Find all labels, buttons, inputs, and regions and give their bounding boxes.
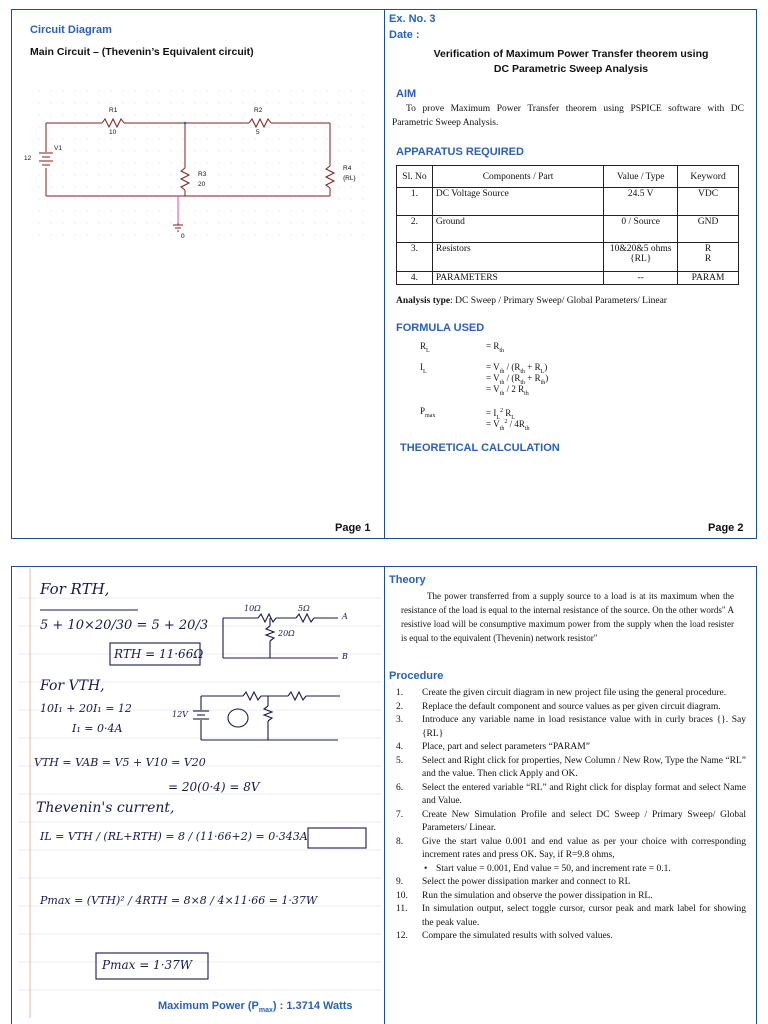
page-title	[389, 47, 753, 77]
formula-il-expr2: = $V_{th} / (R_{th} + R_{th})$	[486, 373, 549, 386]
handwritten-notes	[18, 568, 382, 1018]
table-cell: 24.5 V	[604, 188, 678, 216]
table-header-cell: Components / Part	[432, 166, 603, 188]
hw-for-vth: For VTH,	[40, 678, 105, 694]
ground-label: 0	[181, 233, 185, 240]
table-cell: Resistors	[432, 243, 603, 272]
procedure-step: 3. Introduce any variable name in load resistance value with in curly braces {}. Say {RL}	[396, 715, 746, 739]
hw-eq1: 10I₁ + 20I₁ = 12	[40, 702, 132, 715]
analysis-type-value: : DC Sweep / Primary Sweep/ Global Parameters/ Linear	[450, 296, 667, 306]
procedure-sub-bullet-text: Start value = 0.001, End value = 50, and increment rate = 0.1.	[436, 863, 671, 874]
page-title-line1: Verification of Maximum Power Transfer theorem using	[433, 48, 709, 60]
hw-rth-calc: 5 + 10×20/30 = 5 + 20/3	[40, 618, 209, 633]
procedure-step: 1. Create the given circuit diagram in new project file using the general procedure.	[396, 688, 727, 698]
analysis-type-label: Analysis type	[396, 296, 451, 306]
formula-pmax-expr2: = $V_{th}^2 / 4R_{th}$	[486, 419, 530, 432]
aim-heading: AIM	[396, 88, 417, 100]
aim-text: To prove Maximum Power Transfer theorem using PSPICE software with DC Parametric Sweep Analysis.	[392, 104, 744, 128]
formula-block	[420, 340, 620, 430]
hw-rth-result: RTH = 11·66Ω	[114, 647, 204, 661]
r2-value: 5	[256, 129, 260, 136]
max-power-prefix: Maximum Power (P	[158, 1000, 259, 1012]
circuit-diagram-heading: Circuit Diagram	[30, 24, 112, 36]
procedure-step-text: Introduce any variable name in load resistance value with in curly braces {}. Say {RL}	[422, 715, 746, 739]
page-1-label: Page 1	[335, 522, 371, 534]
table-cell: PARAMETERS	[432, 272, 603, 285]
procedure-sub-bullet: • Start value = 0.001, End value = 50, and increment rate = 0.1.	[424, 863, 671, 874]
table-cell: --	[604, 272, 678, 285]
hw-node-b: B	[342, 652, 348, 661]
formula-il-symbol: $I_L$	[420, 362, 427, 375]
ex-no: Ex. No. 3	[389, 13, 436, 25]
table-cell: GND	[678, 216, 739, 243]
apparatus-table	[396, 165, 739, 285]
table-cell-line: 10&20&5 ohms	[609, 244, 672, 254]
max-power-result	[158, 1000, 353, 1014]
table-cell	[604, 243, 678, 272]
table-cell	[678, 243, 739, 272]
hw-res-20: 20Ω	[278, 629, 295, 638]
table-header-cell: Value / Type	[604, 166, 678, 188]
r1-name: R1	[109, 107, 118, 114]
procedure-step-text: Replace the default component and source values as per given circuit diagram.	[422, 701, 721, 712]
r2-name: R2	[254, 107, 263, 114]
table-row	[397, 272, 739, 285]
hw-vth2: = 20(0·4) = 8V	[168, 780, 260, 794]
top-sheet-divider	[384, 9, 385, 539]
hw-vth: VTH = VAB = V5 + V10 = V20	[34, 756, 206, 769]
formula-heading: FORMULA USED	[396, 322, 485, 334]
theoretical-heading: THEORETICAL CALCULATION	[400, 442, 560, 454]
theory-text: The power transferred from a supply source to a load is at its maximum when the resistance of the load is equal to the internal resistance of the source. On the other words" A resistive load will be consumptive maximum power from the supply when the load resister is equal to the equivalent (Thevenin) network resistor"	[401, 591, 734, 643]
hw-res-5: 5Ω	[298, 604, 310, 613]
table-cell: 1.	[397, 188, 433, 216]
procedure-step: 5. Select and Right click for properties, New Column / New Row, Type the Name “RL” and the value. Then click Apply and OK.	[396, 755, 746, 779]
analysis-type	[396, 296, 667, 306]
table-cell: 0 / Source	[604, 216, 678, 243]
r3-name: R3	[198, 171, 207, 178]
r1-value: 10	[109, 129, 117, 136]
table-row	[397, 188, 739, 216]
table-cell-line: R	[704, 244, 712, 254]
procedure-step-text: Select the entered variable “RL” and Right click for display format and select Name and Value.	[422, 782, 746, 806]
table-cell: 3.	[397, 243, 433, 272]
procedure-step-text: Create New Simulation Profile and select DC Sweep / Primary Sweep/ Global Parameters/ Linear.	[422, 809, 746, 833]
hw-node-a: A	[342, 612, 348, 621]
page-2-label: Page 2	[708, 522, 744, 534]
table-cell-line: R	[704, 254, 712, 264]
procedure-step-text: In simulation output, select toggle cursor, cursor peak and mark label for showing the peak value.	[422, 904, 746, 928]
formula-il-expr1: = $V_{th} / (R_{th} + R_L)$	[486, 362, 548, 375]
table-cell: 4.	[397, 272, 433, 285]
table-cell: DC Voltage Source	[432, 188, 603, 216]
procedure-step-text: Select and Right click for properties, New Column / New Row, Type the Name “RL” and the value. Then click Apply and OK.	[422, 755, 746, 779]
hw-thevenin-current: Thevenin's current,	[36, 800, 175, 816]
page-title-line2: DC Parametric Sweep Analysis	[493, 63, 649, 75]
v1-value: 12	[24, 155, 32, 162]
hw-il: IL = VTH / (RL+RTH) = 8 / (11·66+2) = 0·343A	[40, 830, 308, 843]
il-result-box	[308, 828, 366, 848]
table-cell: VDC	[678, 188, 739, 216]
hw-for-rth: For RTH,	[40, 580, 110, 598]
procedure-step: 6. Select the entered variable “RL” and Right click for display format and select Name and Value.	[396, 782, 746, 806]
hw-eq2: I₁ = 0·4A	[72, 722, 123, 735]
procedure-step: 7. Create New Simulation Profile and select DC Sweep / Primary Sweep/ Global Parameters/ Linear.	[396, 809, 746, 833]
table-cell: Ground	[432, 216, 603, 243]
procedure-step-text: Select the power dissipation marker and connect to RL	[422, 877, 631, 887]
hw-pmax-box: Pmax = 1·37W	[102, 958, 193, 972]
r3-value: 20	[198, 181, 206, 188]
table-header-row	[397, 166, 739, 188]
formula-rl-symbol: $R_L$	[420, 341, 430, 354]
date-label: Date :	[389, 29, 420, 41]
procedure-step-text: Compare the simulated results with solved values.	[422, 931, 613, 941]
hw-src-12v: 12V	[172, 710, 188, 719]
table-row	[397, 216, 739, 243]
table-row	[397, 243, 739, 272]
procedure-heading: Procedure	[389, 670, 444, 682]
r4-name: R4	[343, 165, 352, 172]
apparatus-heading: APPARATUS REQUIRED	[396, 146, 524, 158]
procedure-step: 2. Replace the default component and source values as per given circuit diagram.	[396, 701, 721, 712]
procedure-step: 12. Compare the simulated results with solved values.	[396, 931, 613, 941]
max-power-sub: max	[258, 1007, 273, 1015]
bottom-sheet-divider	[384, 566, 385, 1024]
table-header-cell: Sl. No	[397, 166, 433, 188]
hw-pmax: Pmax = (VTH)² / 4RTH = 8×8 / 4×11·66 = 1·37W	[40, 894, 318, 907]
formula-il-expr3: = $V_{th} / 2$ $R_{th}$	[486, 384, 529, 397]
main-circuit-heading: Main Circuit – (Thevenin’s Equivalent circuit)	[30, 46, 254, 58]
procedure-step-text: Place, part and select parameters “PARAM”	[422, 742, 590, 752]
procedure-step: 4. Place, part and select parameters “PARAM”	[396, 742, 590, 752]
procedure-step-text: Give the start value 0.001 and end value as per your choice with corresponding increment rates and press OK. Say, if R=9.8 ohms,	[422, 836, 746, 860]
procedure-step: 11. In simulation output, select toggle cursor, cursor peak and mark label for showing the peak value.	[396, 904, 746, 928]
table-cell: PARAM	[678, 272, 739, 285]
procedure-list	[396, 687, 746, 944]
max-power-suffix: ) : 1.3714 Watts	[272, 1000, 353, 1012]
procedure-step-text: Run the simulation and observe the power dissipation in RL.	[422, 890, 653, 901]
procedure-step: 10. Run the simulation and observe the power dissipation in RL.	[396, 890, 653, 901]
formula-pmax-expr1: = $I_L^2$ $R_L$	[486, 408, 515, 421]
formula-pmax-symbol: $P_{max}$	[420, 406, 436, 419]
table-cell: 2.	[397, 216, 433, 243]
theory-heading: Theory	[389, 574, 426, 586]
hw-res-10: 10Ω	[244, 604, 261, 613]
table-header-cell: Keyword	[678, 166, 739, 188]
table-cell-line: {RL}	[630, 254, 652, 264]
procedure-step-text: Create the given circuit diagram in new project file using the general procedure.	[422, 688, 727, 698]
circuit-schematic	[14, 90, 382, 250]
r4-value: {RL}	[343, 175, 356, 182]
procedure-step: 9. Select the power dissipation marker and connect to RL	[396, 877, 631, 887]
procedure-step: 8. Give the start value 0.001 and end value as per your choice with corresponding increment rates and press OK. Say, if R=9.8 ohms, • Start value = 0.001, End value = 50, and increment rate = 0.1.	[396, 836, 746, 877]
v1-name: V1	[54, 145, 62, 152]
formula-rl-expr: = $R_{th}$	[486, 341, 505, 354]
